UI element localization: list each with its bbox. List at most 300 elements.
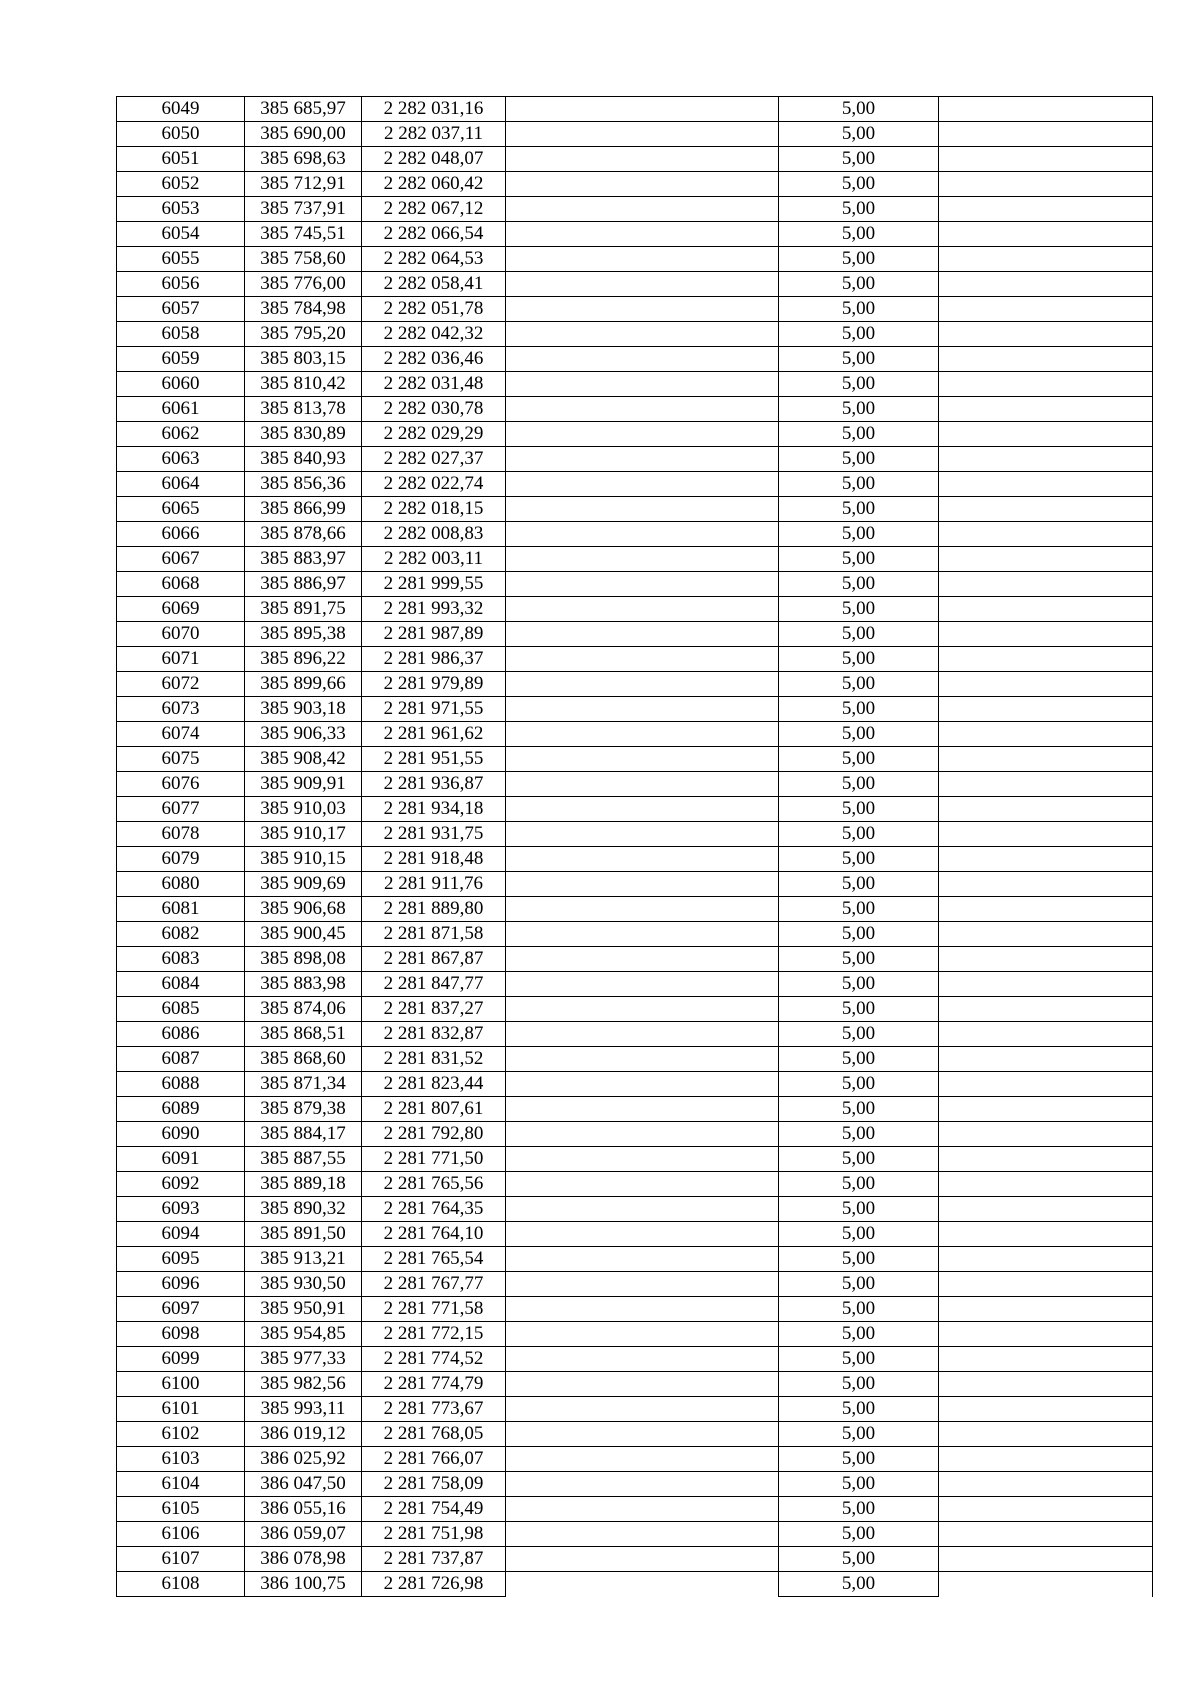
blank-cell: [939, 372, 1153, 397]
table-row: [117, 347, 1153, 372]
blank-cell: [506, 372, 779, 397]
point-number-cell: 6063: [117, 447, 245, 472]
blank-cell: [939, 347, 1153, 372]
y-coordinate-cell: 2 281 918,48: [362, 847, 506, 872]
y-coordinate-cell: 2 281 961,62: [362, 722, 506, 747]
point-number-cell: 6086: [117, 1022, 245, 1047]
y-coordinate-cell: 2 281 766,07: [362, 1447, 506, 1472]
point-number-cell: 6098: [117, 1322, 245, 1347]
x-coordinate-cell: 385 982,56: [245, 1372, 362, 1397]
blank-cell: [939, 1047, 1153, 1072]
blank-cell: [939, 272, 1153, 297]
y-coordinate-cell: 2 282 051,78: [362, 297, 506, 322]
blank-cell: [939, 972, 1153, 997]
table-row: [117, 97, 1153, 122]
point-number-cell: 6080: [117, 872, 245, 897]
x-coordinate-cell: 385 685,97: [245, 97, 362, 122]
x-coordinate-cell: 385 712,91: [245, 172, 362, 197]
point-number-cell: 6062: [117, 422, 245, 447]
blank-cell: [939, 1022, 1153, 1047]
blank-cell: [506, 147, 779, 172]
x-coordinate-cell: 385 758,60: [245, 247, 362, 272]
table-row: [117, 1222, 1153, 1247]
blank-cell: [939, 1547, 1153, 1572]
y-coordinate-cell: 2 281 831,52: [362, 1047, 506, 1072]
blank-cell: [506, 1297, 779, 1322]
blank-cell: [506, 972, 779, 997]
table-row: [117, 122, 1153, 147]
x-coordinate-cell: 385 803,15: [245, 347, 362, 372]
table-row: [117, 497, 1153, 522]
blank-cell: [506, 1522, 779, 1547]
y-coordinate-cell: 2 281 765,56: [362, 1172, 506, 1197]
point-number-cell: 6060: [117, 372, 245, 397]
x-coordinate-cell: 385 698,63: [245, 147, 362, 172]
table-row: [117, 947, 1153, 972]
table-row: [117, 1247, 1153, 1272]
x-coordinate-cell: 385 906,68: [245, 897, 362, 922]
value-cell: 5,00: [779, 272, 939, 297]
blank-cell: [506, 547, 779, 572]
point-number-cell: 6097: [117, 1297, 245, 1322]
y-coordinate-cell: 2 281 754,49: [362, 1497, 506, 1522]
x-coordinate-cell: 385 950,91: [245, 1297, 362, 1322]
x-coordinate-cell: 385 840,93: [245, 447, 362, 472]
value-cell: 5,00: [779, 697, 939, 722]
blank-cell: [939, 147, 1153, 172]
blank-cell: [939, 397, 1153, 422]
table-row: [117, 797, 1153, 822]
table-row: [117, 372, 1153, 397]
value-cell: 5,00: [779, 222, 939, 247]
blank-cell: [506, 297, 779, 322]
blank-cell: [939, 872, 1153, 897]
x-coordinate-cell: 386 059,07: [245, 1522, 362, 1547]
value-cell: 5,00: [779, 622, 939, 647]
table-row: [117, 197, 1153, 222]
blank-cell: [506, 872, 779, 897]
y-coordinate-cell: 2 281 971,55: [362, 697, 506, 722]
y-coordinate-cell: 2 281 911,76: [362, 872, 506, 897]
value-cell: 5,00: [779, 1172, 939, 1197]
blank-cell: [939, 622, 1153, 647]
point-number-cell: 6070: [117, 622, 245, 647]
table-row: [117, 1147, 1153, 1172]
coordinates-table-body: [117, 97, 1153, 1597]
blank-cell: [939, 97, 1153, 122]
blank-cell: [506, 1422, 779, 1447]
blank-cell: [939, 297, 1153, 322]
blank-cell: [939, 1322, 1153, 1347]
point-number-cell: 6055: [117, 247, 245, 272]
point-number-cell: 6074: [117, 722, 245, 747]
table-row: [117, 597, 1153, 622]
table-row: [117, 147, 1153, 172]
value-cell: 5,00: [779, 847, 939, 872]
x-coordinate-cell: 385 866,99: [245, 497, 362, 522]
x-coordinate-cell: 385 886,97: [245, 572, 362, 597]
blank-cell: [939, 1222, 1153, 1247]
blank-cell: [506, 1447, 779, 1472]
blank-cell: [506, 697, 779, 722]
point-number-cell: 6078: [117, 822, 245, 847]
y-coordinate-cell: 2 281 774,79: [362, 1372, 506, 1397]
table-row: [117, 1172, 1153, 1197]
point-number-cell: 6054: [117, 222, 245, 247]
blank-cell: [939, 172, 1153, 197]
blank-cell: [939, 1347, 1153, 1372]
blank-cell: [939, 522, 1153, 547]
value-cell: 5,00: [779, 747, 939, 772]
value-cell: 5,00: [779, 247, 939, 272]
point-number-cell: 6072: [117, 672, 245, 697]
value-cell: 5,00: [779, 522, 939, 547]
point-number-cell: 6088: [117, 1072, 245, 1097]
point-number-cell: 6079: [117, 847, 245, 872]
value-cell: 5,00: [779, 1447, 939, 1472]
value-cell: 5,00: [779, 797, 939, 822]
blank-cell: [506, 647, 779, 672]
point-number-cell: 6095: [117, 1247, 245, 1272]
point-number-cell: 6106: [117, 1522, 245, 1547]
table-row: [117, 1322, 1153, 1347]
value-cell: 5,00: [779, 172, 939, 197]
blank-cell: [506, 1347, 779, 1372]
table-row: [117, 872, 1153, 897]
blank-cell: [506, 1272, 779, 1297]
table-row: [117, 1572, 1153, 1597]
x-coordinate-cell: 385 909,91: [245, 772, 362, 797]
x-coordinate-cell: 385 993,11: [245, 1397, 362, 1422]
table-row: [117, 1497, 1153, 1522]
blank-cell: [939, 1497, 1153, 1522]
point-number-cell: 6066: [117, 522, 245, 547]
x-coordinate-cell: 385 895,38: [245, 622, 362, 647]
blank-cell: [506, 797, 779, 822]
x-coordinate-cell: 385 883,98: [245, 972, 362, 997]
point-number-cell: 6089: [117, 1097, 245, 1122]
point-number-cell: 6076: [117, 772, 245, 797]
blank-cell: [506, 472, 779, 497]
y-coordinate-cell: 2 281 767,77: [362, 1272, 506, 1297]
blank-cell: [939, 1397, 1153, 1422]
blank-cell: [939, 122, 1153, 147]
blank-cell: [506, 1197, 779, 1222]
table-row: [117, 422, 1153, 447]
table-row: [117, 297, 1153, 322]
x-coordinate-cell: 386 100,75: [245, 1572, 362, 1597]
table-row: [117, 1347, 1153, 1372]
x-coordinate-cell: 385 908,42: [245, 747, 362, 772]
y-coordinate-cell: 2 281 889,80: [362, 897, 506, 922]
value-cell: 5,00: [779, 1322, 939, 1347]
point-number-cell: 6096: [117, 1272, 245, 1297]
x-coordinate-cell: 385 910,03: [245, 797, 362, 822]
blank-cell: [939, 1297, 1153, 1322]
value-cell: 5,00: [779, 422, 939, 447]
table-row: [117, 1047, 1153, 1072]
blank-cell: [506, 172, 779, 197]
point-number-cell: 6105: [117, 1497, 245, 1522]
y-coordinate-cell: 2 281 768,05: [362, 1422, 506, 1447]
y-coordinate-cell: 2 282 031,48: [362, 372, 506, 397]
point-number-cell: 6064: [117, 472, 245, 497]
table-row: [117, 1372, 1153, 1397]
blank-cell: [939, 422, 1153, 447]
table-row: [117, 1397, 1153, 1422]
y-coordinate-cell: 2 282 064,53: [362, 247, 506, 272]
y-coordinate-cell: 2 281 807,61: [362, 1097, 506, 1122]
point-number-cell: 6101: [117, 1397, 245, 1422]
point-number-cell: 6051: [117, 147, 245, 172]
y-coordinate-cell: 2 282 066,54: [362, 222, 506, 247]
blank-cell: [506, 722, 779, 747]
table-row: [117, 1197, 1153, 1222]
blank-cell: [939, 197, 1153, 222]
table-row: [117, 1547, 1153, 1572]
value-cell: 5,00: [779, 1072, 939, 1097]
blank-cell: [939, 822, 1153, 847]
table-row: [117, 772, 1153, 797]
point-number-cell: 6073: [117, 697, 245, 722]
blank-cell: [506, 1072, 779, 1097]
point-number-cell: 6068: [117, 572, 245, 597]
table-row: [117, 722, 1153, 747]
y-coordinate-cell: 2 282 042,32: [362, 322, 506, 347]
value-cell: 5,00: [779, 1422, 939, 1447]
x-coordinate-cell: 386 019,12: [245, 1422, 362, 1447]
blank-cell: [939, 922, 1153, 947]
blank-cell: [506, 397, 779, 422]
y-coordinate-cell: 2 281 764,35: [362, 1197, 506, 1222]
blank-cell: [506, 1147, 779, 1172]
blank-cell: [506, 822, 779, 847]
blank-cell: [506, 847, 779, 872]
point-number-cell: 6056: [117, 272, 245, 297]
blank-cell: [939, 472, 1153, 497]
blank-cell: [506, 1472, 779, 1497]
blank-cell: [939, 597, 1153, 622]
x-coordinate-cell: 386 055,16: [245, 1497, 362, 1522]
y-coordinate-cell: 2 281 773,67: [362, 1397, 506, 1422]
y-coordinate-cell: 2 281 867,87: [362, 947, 506, 972]
x-coordinate-cell: 385 889,18: [245, 1172, 362, 1197]
blank-cell: [506, 247, 779, 272]
blank-cell: [939, 722, 1153, 747]
x-coordinate-cell: 385 784,98: [245, 297, 362, 322]
value-cell: 5,00: [779, 1122, 939, 1147]
blank-cell: [939, 797, 1153, 822]
x-coordinate-cell: 386 078,98: [245, 1547, 362, 1572]
x-coordinate-cell: 385 690,00: [245, 122, 362, 147]
point-number-cell: 6100: [117, 1372, 245, 1397]
blank-cell: [506, 1372, 779, 1397]
blank-cell: [506, 997, 779, 1022]
table-row: [117, 522, 1153, 547]
x-coordinate-cell: 385 776,00: [245, 272, 362, 297]
value-cell: 5,00: [779, 1347, 939, 1372]
y-coordinate-cell: 2 281 772,15: [362, 1322, 506, 1347]
y-coordinate-cell: 2 281 737,87: [362, 1547, 506, 1572]
x-coordinate-cell: 385 871,34: [245, 1072, 362, 1097]
point-number-cell: 6084: [117, 972, 245, 997]
x-coordinate-cell: 385 891,50: [245, 1222, 362, 1247]
blank-cell: [939, 847, 1153, 872]
x-coordinate-cell: 385 868,60: [245, 1047, 362, 1072]
table-row: [117, 997, 1153, 1022]
value-cell: 5,00: [779, 672, 939, 697]
y-coordinate-cell: 2 281 934,18: [362, 797, 506, 822]
table-row: [117, 172, 1153, 197]
table-row: [117, 222, 1153, 247]
blank-cell: [506, 522, 779, 547]
blank-cell: [506, 947, 779, 972]
value-cell: 5,00: [779, 297, 939, 322]
blank-cell: [506, 447, 779, 472]
blank-cell: [506, 1322, 779, 1347]
y-coordinate-cell: 2 281 758,09: [362, 1472, 506, 1497]
point-number-cell: 6108: [117, 1572, 245, 1597]
value-cell: 5,00: [779, 347, 939, 372]
table-row: [117, 822, 1153, 847]
blank-cell: [939, 897, 1153, 922]
blank-cell: [506, 1097, 779, 1122]
table-row: [117, 847, 1153, 872]
blank-cell: [939, 1572, 1153, 1597]
blank-cell: [506, 222, 779, 247]
table-row: [117, 897, 1153, 922]
table-row: [117, 697, 1153, 722]
x-coordinate-cell: 386 025,92: [245, 1447, 362, 1472]
table-row: [117, 922, 1153, 947]
y-coordinate-cell: 2 282 003,11: [362, 547, 506, 572]
blank-cell: [506, 272, 779, 297]
y-coordinate-cell: 2 281 951,55: [362, 747, 506, 772]
x-coordinate-cell: 385 906,33: [245, 722, 362, 747]
blank-cell: [939, 997, 1153, 1022]
x-coordinate-cell: 385 899,66: [245, 672, 362, 697]
table-row: [117, 1022, 1153, 1047]
value-cell: 5,00: [779, 897, 939, 922]
point-number-cell: 6077: [117, 797, 245, 822]
value-cell: 5,00: [779, 1522, 939, 1547]
blank-cell: [939, 697, 1153, 722]
y-coordinate-cell: 2 281 986,37: [362, 647, 506, 672]
blank-cell: [939, 1422, 1153, 1447]
point-number-cell: 6052: [117, 172, 245, 197]
table-row: [117, 1122, 1153, 1147]
value-cell: 5,00: [779, 772, 939, 797]
value-cell: 5,00: [779, 722, 939, 747]
x-coordinate-cell: 385 954,85: [245, 1322, 362, 1347]
point-number-cell: 6082: [117, 922, 245, 947]
point-number-cell: 6094: [117, 1222, 245, 1247]
blank-cell: [506, 97, 779, 122]
x-coordinate-cell: 385 878,66: [245, 522, 362, 547]
value-cell: 5,00: [779, 1247, 939, 1272]
blank-cell: [939, 672, 1153, 697]
point-number-cell: 6107: [117, 1547, 245, 1572]
y-coordinate-cell: 2 281 837,27: [362, 997, 506, 1022]
y-coordinate-cell: 2 281 751,98: [362, 1522, 506, 1547]
value-cell: 5,00: [779, 322, 939, 347]
y-coordinate-cell: 2 282 031,16: [362, 97, 506, 122]
blank-cell: [506, 772, 779, 797]
value-cell: 5,00: [779, 1272, 939, 1297]
y-coordinate-cell: 2 282 048,07: [362, 147, 506, 172]
x-coordinate-cell: 385 896,22: [245, 647, 362, 672]
blank-cell: [939, 1247, 1153, 1272]
y-coordinate-cell: 2 281 987,89: [362, 622, 506, 647]
y-coordinate-cell: 2 282 060,42: [362, 172, 506, 197]
value-cell: 5,00: [779, 397, 939, 422]
table-row: [117, 447, 1153, 472]
table-row: [117, 672, 1153, 697]
blank-cell: [939, 1097, 1153, 1122]
x-coordinate-cell: 385 884,17: [245, 1122, 362, 1147]
blank-cell: [939, 1272, 1153, 1297]
value-cell: 5,00: [779, 1097, 939, 1122]
table-row: [117, 1472, 1153, 1497]
x-coordinate-cell: 385 868,51: [245, 1022, 362, 1047]
blank-cell: [506, 1047, 779, 1072]
x-coordinate-cell: 385 830,89: [245, 422, 362, 447]
value-cell: 5,00: [779, 1547, 939, 1572]
x-coordinate-cell: 385 977,33: [245, 1347, 362, 1372]
x-coordinate-cell: 385 913,21: [245, 1247, 362, 1272]
blank-cell: [506, 1497, 779, 1522]
point-number-cell: 6104: [117, 1472, 245, 1497]
point-number-cell: 6059: [117, 347, 245, 372]
x-coordinate-cell: 385 810,42: [245, 372, 362, 397]
point-number-cell: 6099: [117, 1347, 245, 1372]
blank-cell: [939, 447, 1153, 472]
y-coordinate-cell: 2 281 764,10: [362, 1222, 506, 1247]
blank-cell: [506, 1172, 779, 1197]
y-coordinate-cell: 2 282 036,46: [362, 347, 506, 372]
x-coordinate-cell: 385 879,38: [245, 1097, 362, 1122]
value-cell: 5,00: [779, 1047, 939, 1072]
value-cell: 5,00: [779, 1572, 939, 1597]
point-number-cell: 6081: [117, 897, 245, 922]
table-row: [117, 1297, 1153, 1322]
point-number-cell: 6102: [117, 1422, 245, 1447]
point-number-cell: 6075: [117, 747, 245, 772]
point-number-cell: 6091: [117, 1147, 245, 1172]
y-coordinate-cell: 2 281 726,98: [362, 1572, 506, 1597]
point-number-cell: 6057: [117, 297, 245, 322]
y-coordinate-cell: 2 281 771,58: [362, 1297, 506, 1322]
value-cell: 5,00: [779, 822, 939, 847]
blank-cell: [939, 547, 1153, 572]
point-number-cell: 6053: [117, 197, 245, 222]
y-coordinate-cell: 2 281 774,52: [362, 1347, 506, 1372]
point-number-cell: 6061: [117, 397, 245, 422]
point-number-cell: 6087: [117, 1047, 245, 1072]
blank-cell: [506, 1547, 779, 1572]
y-coordinate-cell: 2 282 030,78: [362, 397, 506, 422]
value-cell: 5,00: [779, 372, 939, 397]
value-cell: 5,00: [779, 647, 939, 672]
point-number-cell: 6067: [117, 547, 245, 572]
blank-cell: [506, 922, 779, 947]
table-row: [117, 272, 1153, 297]
point-number-cell: 6092: [117, 1172, 245, 1197]
x-coordinate-cell: 385 745,51: [245, 222, 362, 247]
blank-cell: [506, 572, 779, 597]
table-row: [117, 572, 1153, 597]
table-row: [117, 547, 1153, 572]
